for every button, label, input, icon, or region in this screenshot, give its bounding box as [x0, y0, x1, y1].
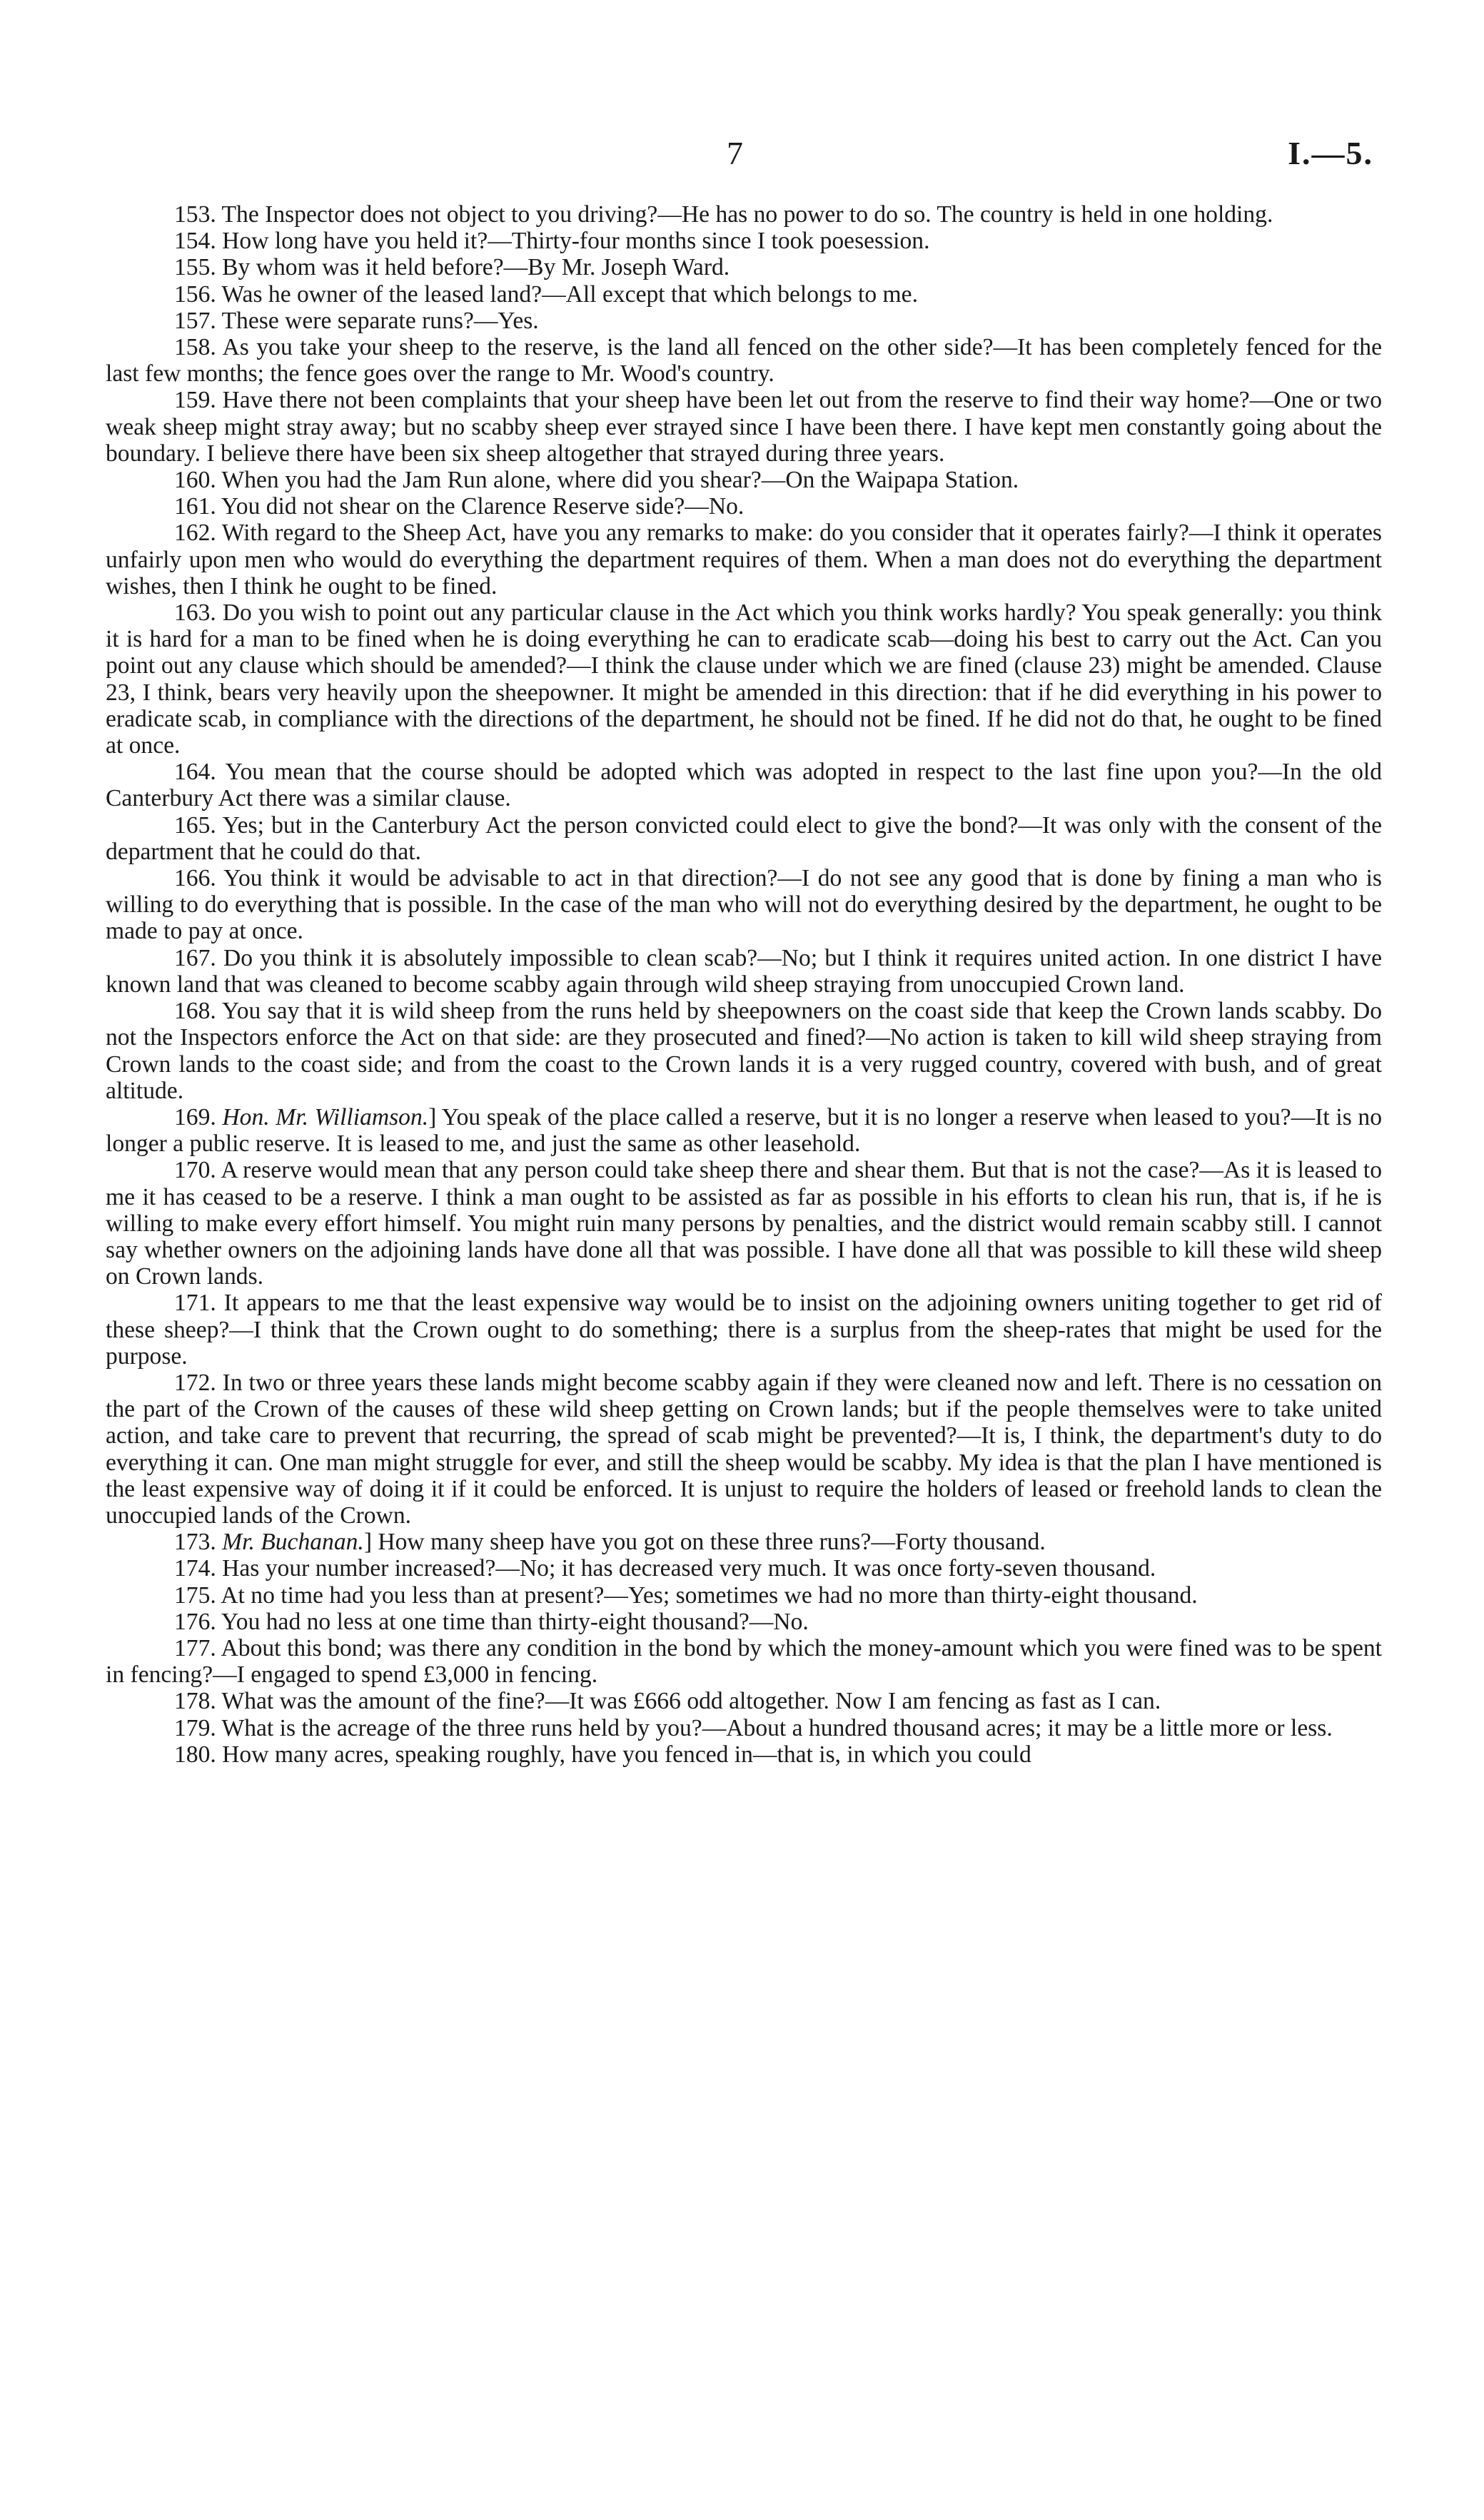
- question-paragraph: 168. You say that it is wild sheep from the runs held by sheepowners on the coast side that keep the Crown lands scabby. Do not the Inspectors enforce the Act on that side: are they prosecuted and fined?—No action is taken to kill wild sheep straying from Crown lands to the coast side; and from the coast to the Crown lands it is a very rugged country, covered with bush, and of great altitude.: [106, 998, 1382, 1104]
- question-paragraph: 166. You think it would be advisable to act in that direction?—I do not see any good that is done by fining a man who is willing to do everything that is possible. In the case of the man who will not do everything desired by the department, he ought to be made to pay at once.: [106, 865, 1382, 945]
- question-paragraph: 164. You mean that the course should be adopted which was adopted in respect to the last fine upon you?—In the old Canterbury Act there was a similar clause.: [106, 759, 1382, 812]
- question-paragraph: 159. Have there not been complaints that your sheep have been let out from the reserve to find their way home?—One or two weak sheep might stray away; but no scabby sheep ever strayed since I have been there. I have kept men constantly going about the boundary. I believe there have been six sheep altogether that strayed during three years.: [106, 387, 1382, 467]
- document-body: [106, 201, 1382, 1768]
- question-paragraph: 161. You did not shear on the Clarence Reserve side?—No.: [174, 493, 744, 520]
- question-paragraph: 180. How many acres, speaking roughly, have you fenced in—that is, in which you could: [174, 1741, 1031, 1768]
- question-paragraph: 174. Has your number increased?—No; it has decreased very much. It was once forty-seven thousand.: [174, 1555, 1156, 1582]
- question-paragraph: 165. Yes; but in the Canterbury Act the person convicted could elect to give the bond?—It was only with the consent of the department that he could do that.: [106, 811, 1382, 865]
- question-paragraph: 162. With regard to the Sheep Act, have you any remarks to make: do you consider that it operates fairly?—I think it operates unfairly upon men who would do everything the department requires of them. When a man does not do everything the department wishes, then I think he ought to be fined.: [106, 520, 1382, 599]
- question-paragraph: 175. At no time had you less than at present?—Yes; sometimes we had no more than thirty-eight thousand.: [174, 1582, 1198, 1609]
- question-paragraph: 153. The Inspector does not object to you driving?—He has no power to do so. The country is held in one holding.: [174, 201, 1273, 228]
- question-paragraph: 171. It appears to me that the least expensive way would be to insist on the adjoining owners uniting together to get rid of these sheep?—I think that the Crown ought to do something; there is a surplus from the sheep-rates that might be used for the purpose.: [106, 1290, 1382, 1370]
- question-paragraph: [106, 1104, 1382, 1157]
- page-header: [0, 132, 1484, 175]
- speaker-name: Hon. Mr. Williamson.: [222, 1103, 429, 1130]
- question-paragraph: 155. By whom was it held before?—By Mr. Joseph Ward.: [174, 254, 730, 281]
- page-number: 7: [727, 135, 743, 171]
- question-paragraph: 172. In two or three years these lands might become scabby again if they were cleaned now and left. There is no cessation on the part of the Crown of the causes of these wild sheep getting on Crown lands; but if the people themselves were to take united action, and take care to prevent that recurring, the spread of scab might be prevented?—It is, I think, the department's duty to do everything it can. One man might struggle for ever, and still the sheep would be scabby. My idea is that the plan I have mentioned is the least expensive way of doing it if it could be enforced. It is unjust to require the holders of leased or freehold lands to clean the unoccupied lands of the Crown.: [106, 1369, 1382, 1529]
- paragraph-prefix: 169.: [174, 1103, 223, 1130]
- question-paragraph: 156. Was he owner of the leased land?—All except that which belongs to me.: [174, 280, 918, 308]
- question-paragraph: 177. About this bond; was there any condition in the bond by which the money-amount which you were fined was to be spent in fencing?—I engaged to spend £3,000 in fencing.: [106, 1634, 1382, 1689]
- question-paragraph: [106, 1529, 1382, 1555]
- question-paragraph: 163. Do you wish to point out any particular clause in the Act which you think works hardly? You speak generally: you think it is hard for a man to be fined when he is doing everything he can to eradicate scab—doing his best to carry out the Act. Can you point out any clause which should be amended?—I think the clause under which we are fined (clause 23) might be amended. Clause 23, I think, bears very heavily upon the sheepowner. It might be amended in this direction: that if he did everything in his power to eradicate scab, in compliance with the directions of the department, he should not be fined. If he did not do that, he ought to be fined at once.: [106, 599, 1382, 759]
- speaker-name: Mr. Buchanan.: [222, 1529, 364, 1556]
- document-reference: I.—5.: [1288, 135, 1373, 171]
- question-paragraph: 157. These were separate runs?—Yes.: [174, 307, 539, 334]
- question-paragraph: 170. A reserve would mean that any person could take sheep there and shear them. But that is not the case?—As it is leased to me it has ceased to be a reserve. I think a man ought to be assisted as far as possible in his efforts to clean his run, that is, if he is willing to make every effort himself. You might ruin many persons by penalties, and the district would remain scabby still. I cannot say whether owners on the adjoining lands have done all that was possible. I have done all that was possible to kill these wild sheep on Crown lands.: [106, 1157, 1382, 1290]
- question-paragraph: 178. What was the amount of the fine?—It was £666 odd altogether. Now I am fencing as fast as I can.: [174, 1688, 1161, 1715]
- question-paragraph: 179. What is the acreage of the three runs held by you?—About a hundred thousand acres; it may be a little more or less.: [174, 1714, 1333, 1741]
- question-paragraph: 167. Do you think it is absolutely impossible to clean scab?—No; but I think it requires united action. In one district I have known land that was cleaned to become scabby again through wild sheep straying from unoccupied Crown land.: [106, 944, 1382, 998]
- paragraph-text: ] How many sheep have you got on these three runs?—Forty thousand.: [363, 1529, 1046, 1556]
- question-paragraph: 160. When you had the Jam Run alone, where did you shear?—On the Waipapa Station.: [174, 467, 1019, 494]
- question-paragraph: 158. As you take your sheep to the reserve, is the land all fenced on the other side?—It has been completely fenced for the last few months; the fence goes over the range to Mr. Wood's country.: [106, 334, 1382, 388]
- question-paragraph: 176. You had no less at one time than thirty-eight thousand?—No.: [174, 1608, 809, 1635]
- paragraph-text: ] You speak of the place called a reserve, but it is no longer a reserve when leased to you?—It is no longer a public reserve. It is leased to me, and just the same as other leasehold.: [106, 1103, 1383, 1158]
- question-paragraph: 154. How long have you held it?—Thirty-four months since I took poesession.: [174, 228, 930, 255]
- paragraph-prefix: 173.: [174, 1529, 223, 1556]
